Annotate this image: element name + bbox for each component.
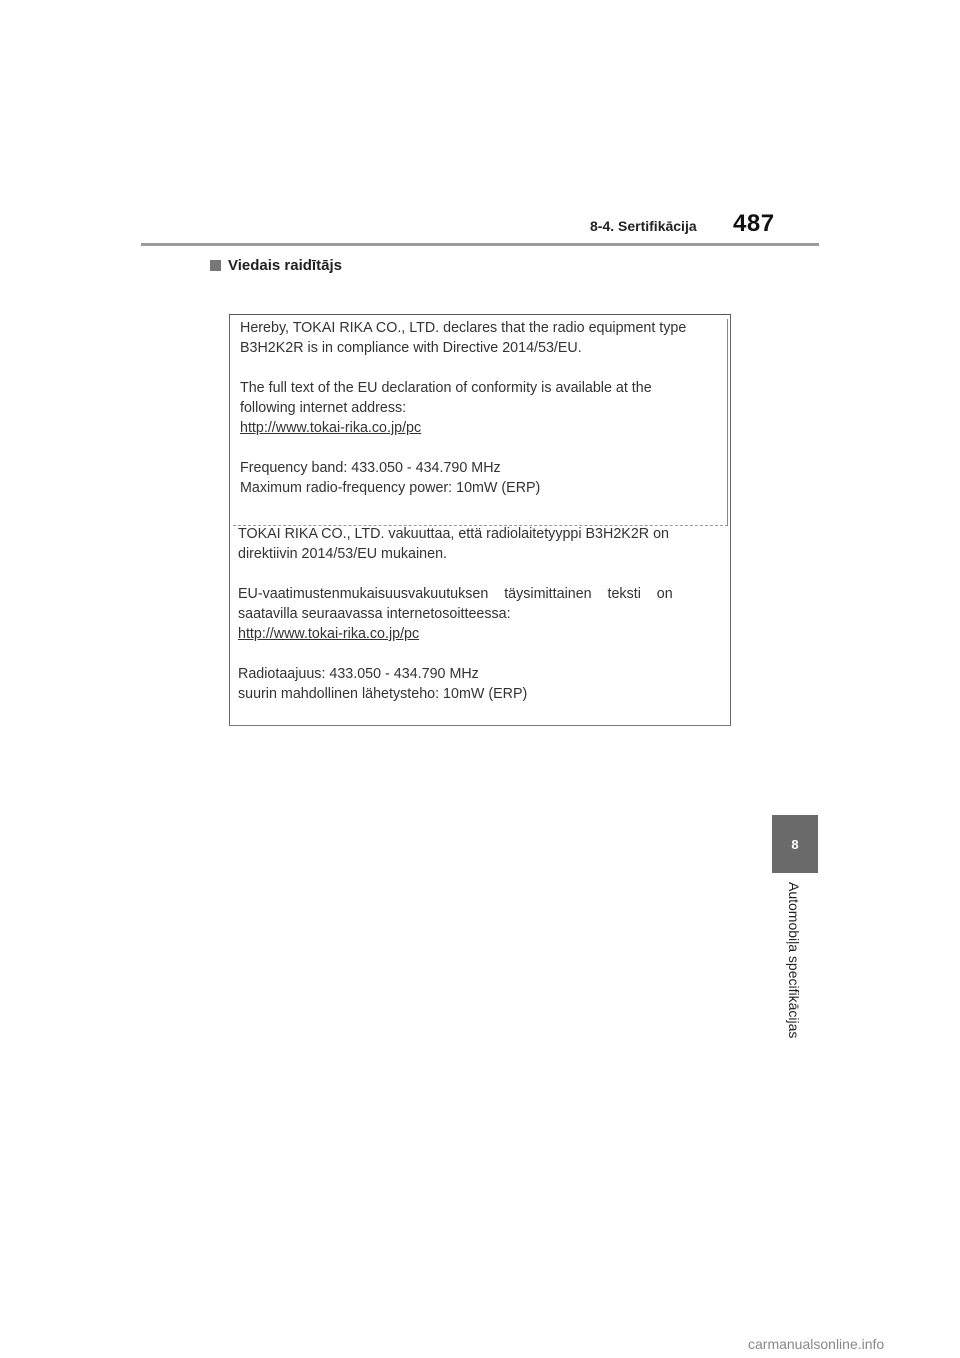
declaration-url[interactable]: http://www.tokai-rika.co.jp/pc (240, 420, 422, 436)
declaration-line: following internet address: (240, 400, 407, 416)
scan-right-border (730, 315, 731, 725)
watermark: carmanualsonline.info (748, 1336, 885, 1352)
chapter-tab: 8 (772, 815, 818, 873)
frequency-band: Radiotaajuus: 433.050 - 434.790 MHz (238, 666, 479, 682)
max-power: Maximum radio-frequency power: 10mW (ERP) (240, 480, 541, 496)
max-power: suurin mahdollinen lähetysteho: 10mW (ERP) (238, 686, 528, 702)
declaration-line: TOKAI RIKA CO., LTD. vakuuttaa, että radiolaitetyyppi B3H2K2R on (238, 526, 669, 542)
declaration-line: B3H2K2R is in compliance with Directive 2014/53/EU. (240, 340, 582, 356)
header-section: 8-4. Sertifikācija (590, 218, 697, 234)
chapter-label: Automobiļa specifikācijas (786, 882, 802, 1039)
frequency-band: Frequency band: 433.050 - 434.790 MHz (240, 460, 501, 476)
english-declaration (240, 318, 720, 498)
finnish-declaration (238, 524, 718, 704)
section-heading-text: Viedais raidītājs (228, 257, 342, 274)
header-rule (141, 243, 819, 246)
declaration-line: The full text of the EU declaration of conformity is available at the (240, 380, 652, 396)
declaration-line: saatavilla seuraavassa internetosoitteessa: (238, 606, 511, 622)
page-number: 487 (733, 210, 775, 237)
square-icon (210, 260, 221, 271)
section-heading (210, 257, 342, 274)
declaration-line: direktiivin 2014/53/EU mukainen. (238, 546, 448, 562)
declaration-line: Hereby, TOKAI RIKA CO., LTD. declares that the radio equipment type (240, 320, 687, 336)
declaration-line: EU-vaatimustenmukaisuusvakuutuksen täysimittainen teksti on (238, 586, 673, 602)
scan-left-border (229, 315, 230, 725)
declaration-url[interactable]: http://www.tokai-rika.co.jp/pc (238, 626, 420, 642)
